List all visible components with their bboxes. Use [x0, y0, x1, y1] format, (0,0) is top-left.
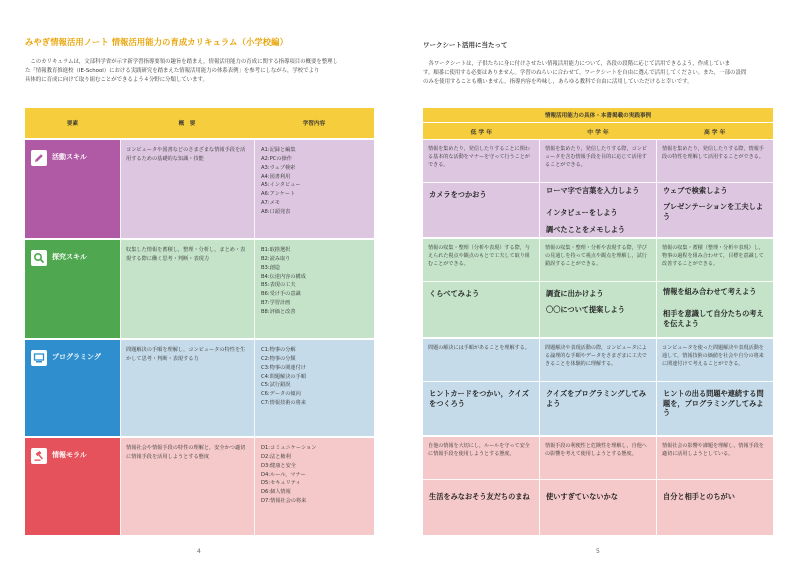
- table-header: [25, 108, 374, 138]
- learning-item: A6:アンケート: [261, 191, 296, 198]
- items-cell: [254, 140, 374, 238]
- category-cell: [25, 140, 120, 238]
- example-title: プレゼンテーションを工夫しよう: [663, 202, 764, 221]
- learning-item: B5:表現の工夫: [261, 282, 296, 289]
- grade-cell: [540, 140, 657, 237]
- items-cell: [254, 240, 374, 338]
- ability-description: コンピュータを使った問題解決や表現活動を通して，情報技術の価値を社会や自分の将来に関連付けて考えることができる。: [662, 345, 764, 368]
- divider: [657, 182, 773, 183]
- page-number: 4: [197, 548, 201, 555]
- learning-item: A3:ウェブ検索: [261, 164, 296, 171]
- grade-label: 中 学 年: [587, 129, 609, 136]
- grade-cell: [657, 140, 773, 237]
- examples-table: [423, 108, 773, 535]
- learning-item: B3:創造: [261, 264, 280, 271]
- table-row: [25, 340, 374, 436]
- grade-cell: [540, 239, 657, 337]
- example-title: ローマ字で言葉を入力しよう: [546, 186, 640, 195]
- learning-item: B7:学習計画: [261, 300, 291, 307]
- example-title: 自分と相手とのちがい: [663, 492, 735, 501]
- learning-item: D3:健康と安全: [261, 462, 296, 469]
- grade-label: 高 学 年: [703, 129, 726, 136]
- example-title: ヒントの出る問題や連続する問題を，プログラミングしてみよう: [663, 389, 764, 418]
- right-page: [398, 0, 797, 564]
- example-title: カメラをつかおう: [429, 190, 487, 199]
- summary-cell: コンピュータや図書などのさまざまな情報手段を活用するための基礎的な知識・技能: [120, 140, 254, 238]
- divider: [657, 381, 773, 382]
- learning-item: D2:法と権利: [261, 453, 291, 460]
- ability-description: 情報の収集・整理・分析や表現する際，学びの見通しを持って視点や観点を理解し，試行錯誤することができる。: [545, 245, 647, 268]
- learning-item: D7:情報社会の将来: [261, 498, 307, 505]
- summary-cell: 情報社会や情報手段の特性の理解と，安全かつ適切に情報手段を活用しようとする態度: [120, 438, 254, 535]
- summary-cell: 収集した情報を蓄積し，整理・分析し，まとめ・表現する際に働く思考・判断・表現力: [120, 240, 254, 338]
- example-title: 相手を意識して自分たちの考えを伝えよう: [663, 309, 764, 328]
- grade-cell: [423, 239, 540, 337]
- example-title: 生活をみなおそう友だちのまね: [429, 492, 530, 501]
- magnifier-icon: [31, 250, 47, 266]
- ability-description: 問題の解決には手順があることを理解する。: [428, 345, 530, 351]
- grade-cell: [423, 140, 540, 237]
- ability-description: 情報を集めたり，発信したりすることに関わる基本的な活動をマナーを守って行うことができる。: [428, 146, 530, 169]
- grade-header: [423, 123, 773, 139]
- divider: [540, 381, 656, 382]
- learning-item: C2:物事の分類: [261, 355, 296, 362]
- learning-item: D4:ルール，マナー: [261, 471, 306, 478]
- learning-item: B6:受け手の意識: [261, 291, 301, 298]
- section-title: ワークシート活用に当たって: [423, 41, 508, 49]
- table-row: [423, 339, 773, 435]
- category-name: 活動スキル: [52, 153, 87, 161]
- ability-description: 情報の収集・整理（分析や表現）する際，与えられた視点や観点のもとで工夫して取り組むことができる。: [428, 245, 530, 268]
- ability-description: 情報社会の影響や課題を理解し，情報手段を適切に活用しようとしている。: [662, 443, 764, 458]
- example-title: クイズをプログラミングしてみよう: [546, 389, 647, 408]
- category-cell: [25, 240, 120, 338]
- gavel-icon: [31, 448, 47, 464]
- grade-cell: [540, 339, 657, 435]
- learning-item: D6:個人情報: [261, 489, 291, 496]
- ability-description: 問題解決や表現活動の際，コンピュータによる論理的な手順やデータをさまざまに工夫できることを体験的に理解する。: [545, 345, 647, 368]
- category-name: 探究スキル: [52, 253, 87, 261]
- category-name: プログラミング: [52, 353, 101, 361]
- intro-line: 具体的に育成に向けて取り組むことができるよう４分野に分類しています。: [25, 76, 208, 83]
- left-page: [0, 0, 398, 564]
- header-cell: 学習内容: [302, 121, 326, 127]
- intro-text: [423, 60, 773, 87]
- divider: [423, 479, 539, 480]
- learning-item: C3:物事の関連付け: [261, 364, 306, 371]
- divider: [423, 182, 539, 183]
- ability-description: 情報手段の利便性と危険性を理解し，自他への影響を考えて使用しようとする態度。: [545, 443, 647, 458]
- header-cell: 要素: [66, 121, 79, 127]
- grade-cell: [657, 339, 773, 435]
- category-name: 情報モラル: [52, 451, 87, 459]
- divider: [423, 381, 539, 382]
- table-caption: 情報活用能力の具体・本書掲載の実践事例: [423, 108, 773, 122]
- divider: [540, 281, 656, 282]
- category-cell: [25, 438, 120, 535]
- learning-item: D5:セキュリティ: [261, 480, 301, 487]
- table-row: [423, 239, 773, 337]
- page-number: 5: [596, 548, 600, 555]
- table-row: [423, 140, 773, 237]
- intro-line: す。順番に使用する必要はありません。学習のねらいに合わせて，ワークシートを自由に選んで活用してください。また，一部の設問: [423, 69, 747, 76]
- ability-description: 情報の収集・蓄積（整理・分析や表現）し，物事の過程を組み合わせて，目標を意識して改善することができる。: [662, 245, 764, 268]
- table-row: [423, 437, 773, 535]
- ability-description: 情報を集めたり，発信したりする際，情報手段の特性を理解して活用することができる。: [662, 146, 764, 161]
- page-title: みやぎ情報活用ノート 情報活用能力の育成カリキュラム（小学校編）: [25, 37, 288, 47]
- table-row: [25, 438, 374, 535]
- header-cell: 概 要: [178, 121, 196, 127]
- table-row: [25, 140, 374, 238]
- items-cell: [254, 340, 374, 436]
- summary-cell: 問題解決の手順を理解し，コンピュータの特性を生かして思考・判断・表現する力: [120, 340, 254, 436]
- intro-line: 各ワークシートは，子供たちに身に付けさせたい情報活用能力について，各段の段階に応じて活用できるよう，作成していま: [423, 61, 731, 67]
- learning-item: A2:PCの操作: [261, 155, 292, 162]
- example-title: 情報を組み合わせて考えよう: [663, 287, 757, 296]
- grade-cell: [540, 437, 657, 535]
- divider: [540, 479, 656, 480]
- example-title: 使いすぎていないかな: [546, 492, 618, 501]
- example-title: ヒントカードをつかい，クイズをつくろう: [429, 389, 529, 408]
- learning-item: C4:問題解決の手順: [261, 373, 306, 380]
- ability-description: 自他の情報を大切にし，ルールを守って安全に情報手段を使用しようとする態度。: [428, 443, 530, 458]
- intro-line: のみを使用することも構いません。指導内容を吟味し，あらゆる教科で自由に活用していただけると幸いです。: [423, 78, 693, 85]
- grade-label: 低 学 年: [470, 129, 493, 136]
- learning-item: A1:記録と編集: [261, 147, 296, 153]
- grade-cell: [657, 437, 773, 535]
- grade-cell: [423, 437, 540, 535]
- learning-item: C6:データの傾向: [261, 391, 301, 398]
- grade-cell: [657, 239, 773, 337]
- learning-item: B1:取捨選択: [261, 247, 291, 253]
- intro-line: た「情報教育推進校（IE-School）における実践研究を踏まえた情報活用能力の体系表例」を参考にしながら，学校でより: [25, 67, 320, 74]
- intro-line: このカリキュラムは，文部科学省が示す新学習指導要領の趣旨を踏まえ，情報活用能力の育成に関する指導項目の概要を整理し: [25, 59, 338, 65]
- category-cell: [25, 340, 120, 436]
- learning-item: B2:読み取り: [261, 255, 291, 262]
- pencil-icon: [31, 150, 47, 166]
- example-title: 調べたことをメモしよう: [546, 225, 626, 234]
- example-title: 調査に出かけよう: [546, 289, 604, 298]
- table-row: [25, 240, 374, 338]
- example-title: インタビューをしよう: [546, 208, 618, 217]
- learning-item: C7:情報技術の将来: [261, 400, 306, 407]
- divider: [657, 479, 773, 480]
- learning-item: D1:コミュニケーション: [261, 445, 317, 451]
- items-cell: [254, 438, 374, 535]
- computer-icon: [31, 350, 47, 366]
- learning-item: A8:口頭発表: [261, 208, 291, 215]
- learning-item: A5:インタビュー: [261, 182, 301, 189]
- learning-item: A7:メモ: [261, 200, 280, 207]
- learning-item: B8:評価と改善: [261, 308, 296, 315]
- ability-description: 情報を集めたり，発信したりする際，コンピュータを含む情報手段を目的に応じて活用することができる。: [545, 146, 647, 169]
- learning-item: C5:試行錯誤: [261, 382, 291, 389]
- divider: [423, 281, 539, 282]
- learning-item: A4:図書利用: [261, 173, 291, 180]
- example-title: 〇〇について提案しよう: [546, 305, 625, 314]
- divider: [540, 182, 656, 183]
- example-title: くらべてみよう: [429, 289, 480, 298]
- learning-item: C1:物事の分解: [261, 347, 296, 353]
- divider: [657, 281, 773, 282]
- curriculum-table: [25, 108, 374, 535]
- grade-cell: [423, 339, 540, 435]
- example-title: ウェブで検索しよう: [663, 186, 728, 195]
- intro-text: [25, 58, 375, 85]
- learning-item: B4:伝達内容の構成: [261, 273, 306, 280]
